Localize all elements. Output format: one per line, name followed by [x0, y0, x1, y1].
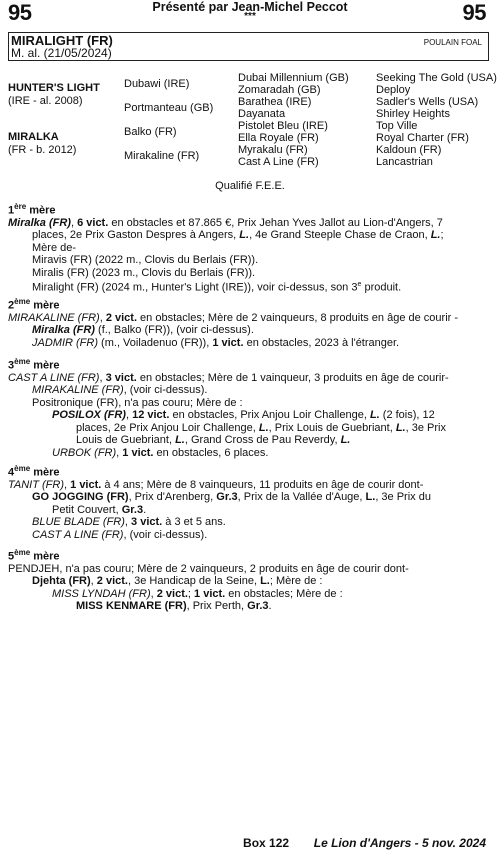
fifth-dam-section — [8, 547, 478, 613]
section-title: 3ème mère — [8, 357, 60, 372]
text-line: Petit Couvert, Gr.3. — [52, 503, 147, 516]
footer — [243, 836, 486, 850]
section-title: 2ème mère — [8, 297, 60, 312]
section-title: 4ème mère — [8, 464, 60, 479]
text-line: Louis de Guebriant, L., Grand Cross de Pau Reverdy, L. — [76, 434, 351, 447]
text-line: POSILOX (FR), 12 vict. en obstacles, Prix Anjou Loir Challenge, L. (2 fois), 12 — [52, 409, 435, 422]
pedigree-sire: HUNTER'S LIGHT — [8, 82, 100, 94]
horse-box — [8, 32, 489, 61]
second-dam-section — [8, 296, 478, 349]
text-line: Miralight (FR) (2024 m., Hunter's Light (IRE)), voir ci-dessus, son 3e produit. — [32, 281, 402, 294]
pedigree-gen4: Royal Charter (FR) — [376, 132, 469, 144]
pedigree-gen3: Dayanata — [238, 108, 286, 120]
horse-name: MIRALIGHT (FR) — [11, 33, 113, 48]
pedigree-gen4: Shirley Heights — [376, 108, 450, 120]
text-line: BLUE BLADE (FR), 3 vict. à 3 et 5 ans. — [32, 516, 226, 529]
pedigree-sire-info: (IRE - al. 2008) — [8, 95, 83, 107]
horse-details: M. al. (21/05/2024) — [11, 46, 112, 60]
text-line: URBOK (FR), 1 vict. en obstacles, 6 places. — [52, 446, 269, 459]
text-line: Djehta (FR), 2 vict., 3e Handicap de la Seine, L.; Mère de : — [32, 575, 323, 588]
pedigree-gen2: Balko (FR) — [124, 126, 177, 138]
pedigree-gen2: Mirakaline (FR) — [124, 150, 200, 162]
pedigree-gen4: Kaldoun (FR) — [376, 144, 442, 156]
text-line: GO JOGGING (FR), Prix d'Arenberg, Gr.3, Prix de la Vallée d'Auge, L., 3e Prix du — [32, 491, 431, 504]
text-line: Positronique (FR), n'a pas couru; Mère de : — [32, 396, 243, 409]
pedigree-gen3: Zomaradah (GB) — [238, 84, 321, 96]
pedigree-gen4: Lancastrian — [376, 156, 433, 168]
section-title: 1ère mère — [8, 202, 56, 217]
pedigree-gen3: Dubai Millennium (GB) — [238, 72, 349, 84]
pedigree-gen3: Ella Royale (FR) — [238, 132, 319, 144]
consignor: Présenté par Jean-Michel Peccot — [152, 0, 348, 14]
text-line: MIRAKALINE (FR), (voir ci-dessus). — [32, 384, 208, 397]
footer-sale: Le Lion d'Angers - 5 nov. 2024 — [313, 836, 486, 850]
qualification: Qualifié F.E.E. — [215, 180, 285, 192]
pedigree-gen4: Sadler's Wells (USA) — [376, 96, 479, 108]
text-line: Miralis (FR) (2023 m., Clovis du Berlais (FR)). — [32, 266, 256, 279]
text-line: MISS LYNDAH (FR), 2 vict.; 1 vict. en obstacles; Mère de : — [52, 587, 343, 600]
text-line: Mère de- — [32, 241, 77, 254]
pedigree-gen3: Myrakalu (FR) — [238, 144, 308, 156]
text-line: Miravis (FR) (2022 m., Clovis du Berlais (FR)). — [32, 254, 259, 267]
pedigree-gen3: Barathea (IRE) — [238, 96, 312, 108]
third-dam-section — [8, 356, 478, 459]
section-title: 5ème mère — [8, 548, 60, 563]
text-line: Miralka (FR), 6 vict. en obstacles et 87.865 €, Prix Jehan Yves Jallot au Lion-d'Angers, 7 — [8, 217, 443, 230]
text-line: MISS KENMARE (FR), Prix Perth, Gr.3. — [76, 600, 272, 613]
pedigree-gen4: Top Ville — [376, 120, 418, 132]
pedigree-dam-info: (FR - b. 2012) — [8, 144, 77, 156]
text-line: places, 2e Prix Anjou Loir Challenge, L., Prix Louis de Guebriant, L., 3e Prix — [76, 421, 446, 434]
text-line: PENDJEH, n'a pas couru; Mère de 2 vainqueurs, 2 produits en âge de courir dont- — [8, 563, 409, 576]
pedigree-gen2: Portmanteau (GB) — [124, 102, 214, 114]
pedigree-gen2: Dubawi (IRE) — [124, 78, 190, 90]
pedigree-gen3: Pistolet Bleu (IRE) — [238, 120, 328, 132]
text-line: CAST A LINE (FR), 3 vict. en obstacles; Mère de 1 vainqueur, 3 produits en âge de courir- — [8, 372, 449, 385]
lot-number-right: 95 — [462, 0, 486, 25]
text-line: Miralka (FR) (f., Balko (FR)), (voir ci-dessus). — [32, 324, 254, 337]
fourth-dam-section — [8, 463, 478, 541]
text-line: TANIT (FR), 1 vict. à 4 ans; Mère de 8 vainqueurs, 11 produits en âge de courir dont- — [8, 479, 424, 492]
text-line: MIRAKALINE (FR), 2 vict. en obstacles; Mère de 2 vainqueurs, 8 produits en âge de courir - — [8, 312, 459, 325]
text-line: JADMIR (FR) (m., Voiladenuo (FR)), 1 vict. en obstacles, 2023 à l'étranger. — [32, 336, 400, 349]
pedigree-gen4: Deploy — [376, 84, 411, 96]
horse-category: POULAIN FOAL — [423, 38, 482, 47]
pedigree-dam: MIRALKA — [8, 131, 59, 143]
pedigree-gen4: Seeking The Gold (USA) — [376, 72, 497, 84]
lot-number-left: 95 — [8, 0, 32, 25]
footer-box: Box 122 — [243, 836, 290, 850]
consignor-stars: *** — [244, 11, 256, 22]
text-line: places, 2e Prix Gaston Despres à Angers, L., 4e Grand Steeple Chase de Craon, L.; — [32, 229, 444, 242]
text-line: CAST A LINE (FR), (voir ci-dessus). — [32, 528, 208, 541]
first-dam-section — [8, 201, 478, 294]
pedigree-gen3: Cast A Line (FR) — [238, 156, 319, 168]
